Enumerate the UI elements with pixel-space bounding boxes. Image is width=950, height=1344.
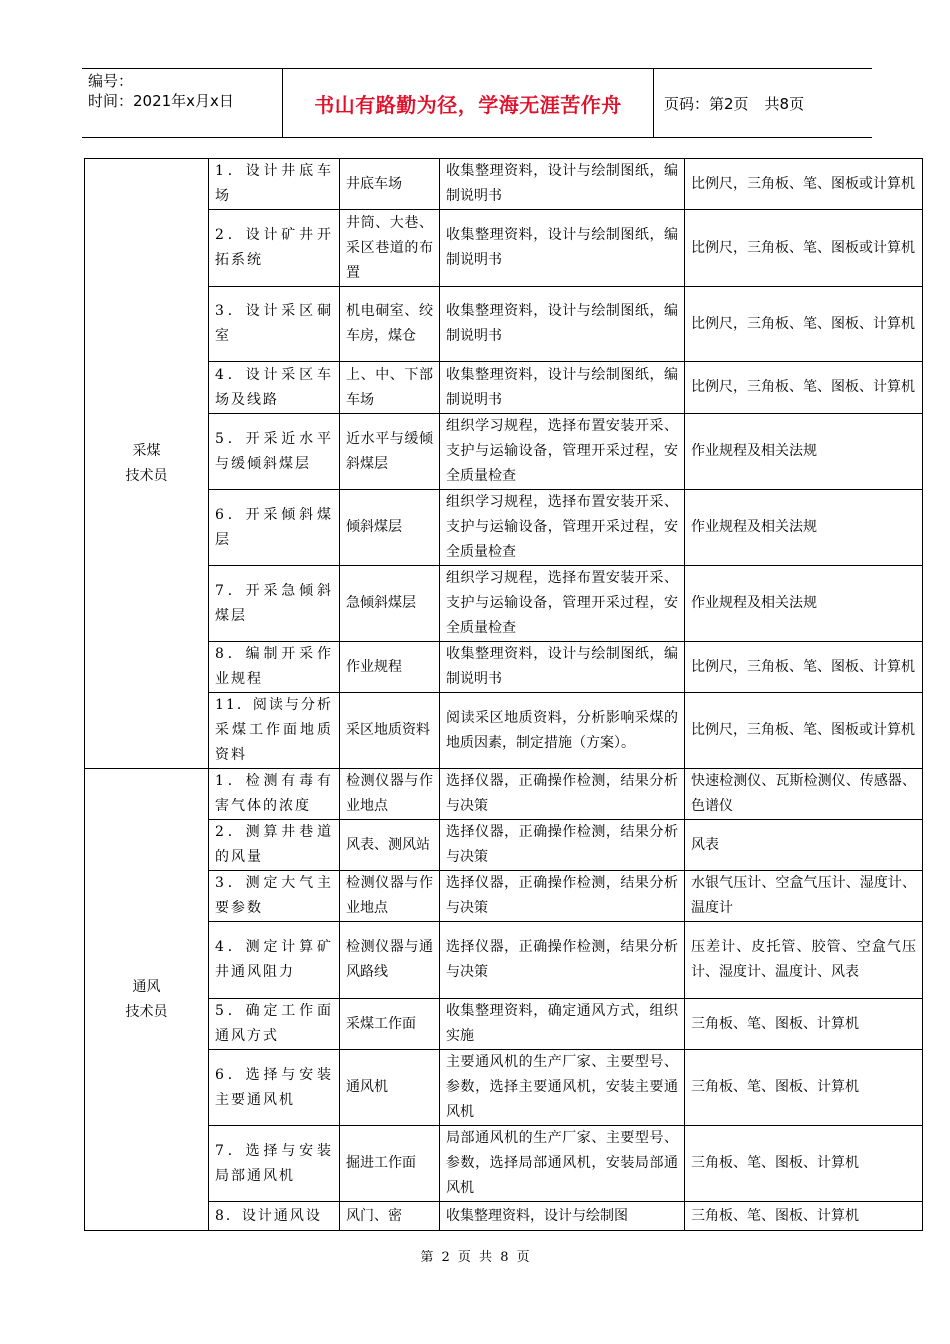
content-cell: 主要通风机的生产厂家、主要型号、参数，选择主要通风机，安装主要通风机	[440, 1050, 685, 1126]
task-cell: 11．阅读与分析采煤工作面地质资料	[209, 693, 340, 769]
tools-cell: 三角板、笔、图板、计算机	[685, 999, 923, 1050]
object-cell: 井筒、大巷、采区巷道的布置	[340, 210, 440, 287]
tools-cell: 作业规程及相关法规	[685, 566, 923, 642]
table-row	[85, 1202, 923, 1231]
task-cell: 7．选择与安装局部通风机	[209, 1126, 340, 1202]
task-cell: 3．测定大气主要参数	[209, 871, 340, 922]
object-cell: 作业规程	[340, 642, 440, 693]
content-cell: 组织学习规程，选择布置安装开采、支护与运输设备，管理开采过程，安全质量检查	[440, 566, 685, 642]
object-cell: 急倾斜煤层	[340, 566, 440, 642]
tools-cell: 水银气压计、空盒气压计、湿度计、温度计	[685, 871, 923, 922]
table-row	[85, 693, 923, 769]
tools-cell: 比例尺，三角板、笔、图板、计算机	[685, 362, 923, 414]
task-cell: 6．选择与安装主要通风机	[209, 1050, 340, 1126]
tools-cell: 作业规程及相关法规	[685, 490, 923, 566]
page-footer: 第 2 页 共 8 页	[420, 1250, 530, 1265]
table-row	[85, 820, 923, 871]
object-cell: 检测仪器与通风路线	[340, 922, 440, 999]
content-cell: 收集整理资料，设计与绘制图纸，编制说明书	[440, 210, 685, 287]
object-cell: 检测仪器与作业地点	[340, 769, 440, 820]
content-cell: 收集整理资料，设计与绘制图纸，编制说明书	[440, 642, 685, 693]
table-row	[85, 1126, 923, 1202]
content-cell: 收集整理资料，设计与绘制图纸，编制说明书	[440, 287, 685, 362]
object-cell: 检测仪器与作业地点	[340, 871, 440, 922]
task-cell: 2．测算井巷道的风量	[209, 820, 340, 871]
object-cell: 通风机	[340, 1050, 440, 1126]
task-cell: 5．开采近水平与缓倾斜煤层	[209, 414, 340, 490]
object-cell: 上、中、下部车场	[340, 362, 440, 414]
content-cell: 选择仪器，正确操作检测，结果分析与决策	[440, 871, 685, 922]
page-total: 共8页	[764, 94, 805, 113]
content-cell: 阅读采区地质资料，分析影响采煤的地质因素，制定措施（方案）。	[440, 693, 685, 769]
content-cell: 收集整理资料，设计与绘制图纸，编制说明书	[440, 362, 685, 414]
header-meta	[82, 69, 282, 137]
task-cell: 1．检测有毒有害气体的浓度	[209, 769, 340, 820]
role-cell: 通风 技术员	[85, 769, 209, 1231]
task-cell: 5．确定工作面通风方式	[209, 999, 340, 1050]
table-row	[85, 566, 923, 642]
tools-cell: 比例尺，三角板、笔、图板、计算机	[685, 287, 923, 362]
content-cell: 选择仪器，正确操作检测，结果分析与决策	[440, 922, 685, 999]
tools-cell: 作业规程及相关法规	[685, 414, 923, 490]
content-cell: 组织学习规程，选择布置安装开采、支护与运输设备，管理开采过程，安全质量检查	[440, 490, 685, 566]
task-cell: 1．设计井底车场	[209, 159, 340, 210]
header-page-info	[654, 69, 872, 137]
object-cell: 井底车场	[340, 159, 440, 210]
page-label: 页码：第2页	[664, 94, 749, 113]
job-task-table	[84, 158, 923, 1231]
table-row	[85, 490, 923, 566]
tools-cell: 比例尺，三角板、笔、图板或计算机	[685, 693, 923, 769]
task-cell: 3．设计采区硐室	[209, 287, 340, 362]
content-cell: 收集整理资料，设计与绘制图	[440, 1202, 685, 1231]
tools-cell: 三角板、笔、图板、计算机	[685, 1202, 923, 1231]
table-row	[85, 999, 923, 1050]
object-cell: 风门、密	[340, 1202, 440, 1231]
object-cell: 倾斜煤层	[340, 490, 440, 566]
object-cell: 机电硐室、绞车房，煤仓	[340, 287, 440, 362]
task-cell: 4．测定计算矿井通风阻力	[209, 922, 340, 999]
table-row	[85, 642, 923, 693]
task-cell: 8．设计通风设	[209, 1202, 340, 1231]
object-cell: 风表、测风站	[340, 820, 440, 871]
object-cell: 掘进工作面	[340, 1126, 440, 1202]
tools-cell: 快速检测仪、瓦斯检测仪、传感器、色谱仪	[685, 769, 923, 820]
tools-cell: 三角板、笔、图板、计算机	[685, 1050, 923, 1126]
page-header	[82, 68, 872, 138]
tools-cell: 比例尺，三角板、笔、图板、计算机	[685, 642, 923, 693]
task-cell: 2．设计矿井开拓系统	[209, 210, 340, 287]
table-row	[85, 871, 923, 922]
content-cell: 收集整理资料，确定通风方式，组织实施	[440, 999, 685, 1050]
number-label: 编号：	[88, 72, 134, 90]
tools-cell: 比例尺，三角板、笔、图板或计算机	[685, 210, 923, 287]
tools-cell: 风表	[685, 820, 923, 871]
task-cell: 7．开采急倾斜煤层	[209, 566, 340, 642]
tools-cell: 三角板、笔、图板、计算机	[685, 1126, 923, 1202]
task-cell: 6．开采倾斜煤层	[209, 490, 340, 566]
header-motto: 书山有路勤为径，学海无涯苦作舟	[282, 69, 654, 137]
table-row	[85, 922, 923, 999]
time-label: 时间：2021年x月x日	[88, 92, 234, 110]
tools-cell: 比例尺，三角板、笔、图板或计算机	[685, 159, 923, 210]
table-row	[85, 1050, 923, 1126]
object-cell: 采煤工作面	[340, 999, 440, 1050]
content-cell: 局部通风机的生产厂家、主要型号、参数，选择局部通风机，安装局部通风机	[440, 1126, 685, 1202]
table-row	[85, 362, 923, 414]
object-cell: 近水平与缓倾斜煤层	[340, 414, 440, 490]
object-cell: 采区地质资料	[340, 693, 440, 769]
content-cell: 组织学习规程，选择布置安装开采、支护与运输设备，管理开采过程，安全质量检查	[440, 414, 685, 490]
content-cell: 选择仪器，正确操作检测，结果分析与决策	[440, 769, 685, 820]
role-cell: 采煤 技术员	[85, 159, 209, 769]
table-row	[85, 287, 923, 362]
content-cell: 收集整理资料，设计与绘制图纸，编制说明书	[440, 159, 685, 210]
content-cell: 选择仪器，正确操作检测，结果分析与决策	[440, 820, 685, 871]
tools-cell: 压差计、皮托管、胶管、空盒气压计、湿度计、温度计、风表	[685, 922, 923, 999]
task-cell: 8．编制开采作业规程	[209, 642, 340, 693]
table-row	[85, 210, 923, 287]
task-cell: 4．设计采区车场及线路	[209, 362, 340, 414]
table-row	[85, 769, 923, 820]
table-row	[85, 414, 923, 490]
table-row	[85, 159, 923, 210]
